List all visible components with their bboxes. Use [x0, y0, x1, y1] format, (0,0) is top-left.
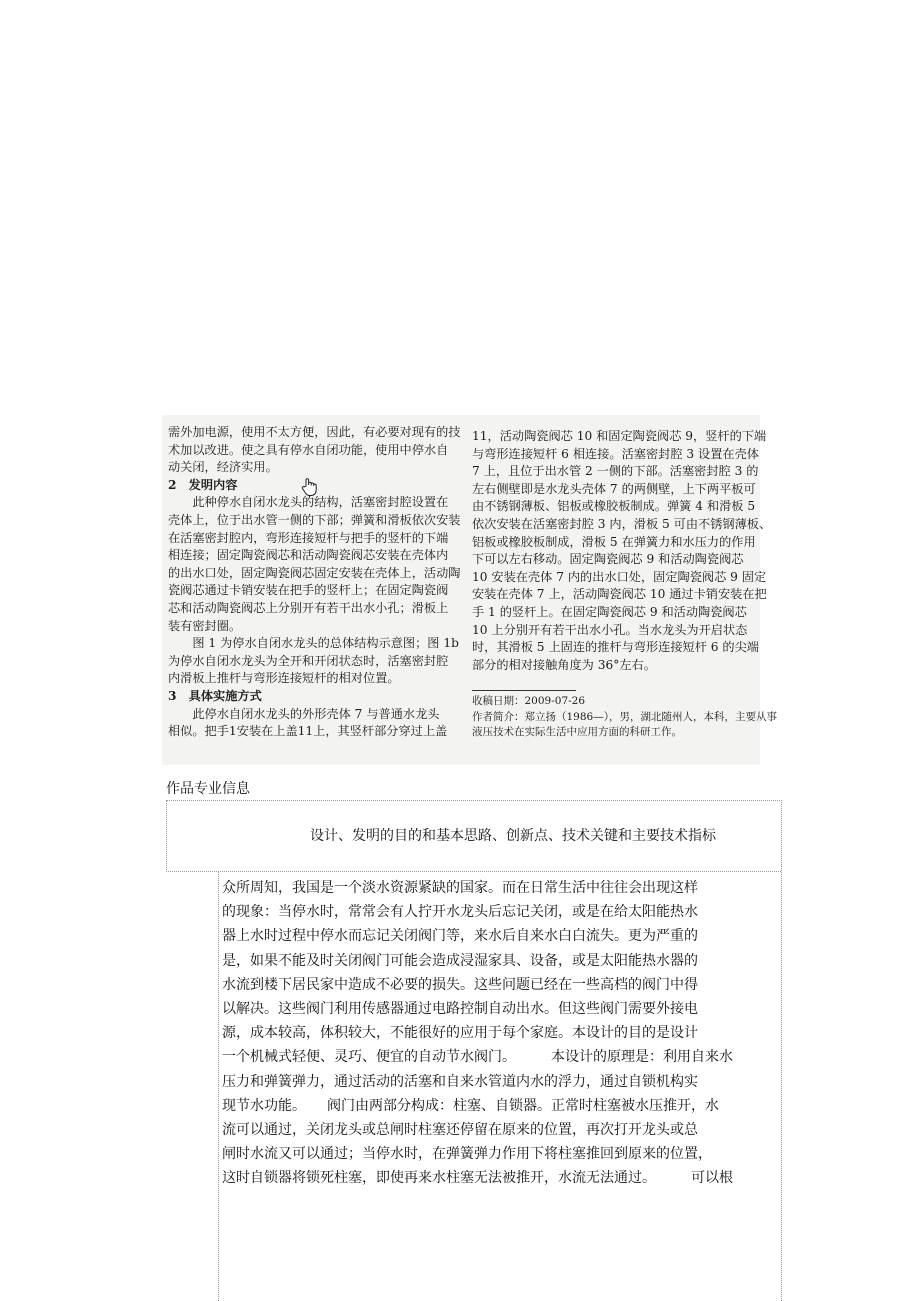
- scan-line: 壳体上，位于出水管一侧的下部；弹簧和滑板依次安装: [168, 512, 461, 527]
- scan-line: 手 1 的竖杆上。在固定陶瓷阀芯 9 和活动陶瓷阀芯: [472, 604, 747, 619]
- text-line: 的现象：当停水时，常常会有人拧开水龙头后忘记关闭，或是在给太阳能热水: [222, 904, 698, 921]
- text-line: 这时自锁器将锁死柱塞，即使再来水柱塞无法被推开，水流无法通过。 可以根: [222, 1170, 733, 1187]
- scan-line: 依次安装在活塞密封腔 3 内，滑板 5 可由不锈钢薄板、: [472, 516, 772, 531]
- hand-pointer-icon: [300, 477, 318, 497]
- scan-line: 左右侧壁即是水龙头壳体 7 的两侧壁，上下两平板可: [472, 481, 756, 496]
- scan-line: 11，活动陶瓷阀芯 10 和固定陶瓷阀芯 9，竖杆的下端: [472, 429, 767, 443]
- footnote-author: 液压技术在实际生活中应用方面的科研工作。: [472, 726, 682, 739]
- text-line: 源，成本较高，体积较大，不能很好的应用于每个家庭。本设计的目的是设计: [222, 1025, 698, 1042]
- scan-line: 7 上，且位于出水管 2 一侧的下部。活塞密封腔 3 的: [472, 464, 759, 479]
- text-line: 器上水时过程中停水而忘记关闭阀门等，来水后自来水白白流失。更为严重的: [222, 928, 698, 945]
- scan-line: 内滑板上推杆与弯形连接短杆的相对位置。: [168, 671, 400, 686]
- scan-line: 由不锈钢薄板、铝板或橡胶板制成。弹簧 4 和滑板 5: [472, 499, 756, 514]
- scan-line: 相连接；固定陶瓷阀芯和活动陶瓷阀芯安装在壳体内: [168, 548, 449, 563]
- scan-line: 时，其滑板 5 上固连的推杆与弯形连接短杆 6 的尖端: [472, 640, 759, 655]
- scan-line: 瓷阀芯通过卡销安装在把手的竖杆上；在固定陶瓷阀: [168, 583, 449, 598]
- scan-line: 的出水口处，固定陶瓷阀芯固定安装在壳体上，活动陶: [168, 565, 461, 580]
- scan-line: 需外加电源，使用不太方便，因此，有必要对现有的技: [168, 425, 461, 439]
- text-line: 压力和弹簧弹力，通过活动的活塞和自来水管道内水的浮力，通过自锁机构实: [222, 1073, 698, 1090]
- text-line: 流可以通过，关闭龙头或总闸时柱塞还停留在原来的位置，再次打开龙头或总: [222, 1122, 698, 1139]
- text-line: 众所周知，我国是一个淡水资源紧缺的国家。而在日常生活中往往会出现这样: [222, 880, 698, 896]
- scan-line: 相似。把手1安装在上盖11上，其竖杆部分穿过上盖: [168, 724, 448, 739]
- description-text: [222, 876, 778, 1191]
- scan-line: 与弯形连接短杆 6 相连接。活塞密封腔 3 设置在壳体: [472, 446, 759, 461]
- footnote-date: 收稿日期：2009-07-26: [472, 695, 586, 708]
- scan-line: 铝板或橡胶板制成，滑板 5 在弹簧力和水压力的作用: [472, 534, 756, 549]
- text-line: 以解决。这些阀门利用传感器通过电路控制自动出水。但这些阀门需要外接电: [222, 1001, 698, 1018]
- scan-line: 图 1 为停水自闭水龙头的总体结构示意图；图 1b: [168, 636, 459, 651]
- scan-line: 10 上分别开有若干出水小孔。当水龙头为开启状态: [472, 622, 748, 637]
- scan-line: 此停水自闭水龙头的外形壳体 7 与普通水龙头: [168, 706, 440, 721]
- scan-line: 在活塞密封腔内，弯形连接短杆与把手的竖杆的下端: [168, 530, 449, 545]
- scan-line: 安装在壳体 7 上，活动陶瓷阀芯 10 通过卡销安装在把: [472, 587, 767, 602]
- scan-line: 装有密封圈。: [168, 618, 242, 633]
- scan-left-column: [168, 424, 461, 741]
- scan-right-column: [472, 428, 777, 741]
- text-line: 现节水功能。 阀门由两部分构成：柱塞、自锁器。正常时柱塞被水压推开，水: [222, 1097, 719, 1114]
- scan-line: 术加以改进。使之具有停水自闭功能，使用中停水自: [168, 442, 449, 457]
- scan-line: 为停水自闭水龙头为全开和开闭状态时，活塞密封腔: [168, 653, 449, 668]
- scan-line: 10 安装在壳体 7 内的出水口处，固定陶瓷阀芯 9 固定: [472, 569, 767, 584]
- footnote-divider: [472, 690, 576, 691]
- scan-section-heading: 2 发明内容: [168, 477, 238, 492]
- scan-line: 下可以左右移动。固定陶瓷阀芯 9 和活动陶瓷阀芯: [472, 552, 744, 567]
- section-label: 作品专业信息: [166, 781, 250, 797]
- table-subheading: 设计、发明的目的和基本思路、创新点、技术关键和主要技术指标: [310, 828, 716, 844]
- text-line: 闸时水流又可以通过；当停水时，在弹簧弹力作用下将柱塞推回到原来的位置，: [222, 1146, 712, 1163]
- text-line: 水流到楼下居民家中造成不必要的损失。这些问题已经在一些高档的阀门中得: [222, 976, 698, 993]
- scan-line: 芯和活动陶瓷阀芯上分别开有若干出水小孔；滑板上: [168, 600, 449, 615]
- scan-line: 此种停水自闭水龙头的结构，活塞密封腔设置在: [168, 495, 449, 510]
- scan-section-heading: 3 具体实施方式: [168, 688, 262, 703]
- scan-line: 部分的相对接触角度为 36°左右。: [472, 657, 656, 672]
- text-line: 一个机械式轻便、灵巧、便宜的自动节水阀门。 本设计的原理是：利用自来水: [222, 1049, 733, 1066]
- scan-line: 动关闭，经济实用。: [168, 460, 278, 475]
- text-line: 是，如果不能及时关闭阀门可能会造成浸湿家具、设备，或是太阳能热水器的: [222, 952, 698, 969]
- footnote-author: 作者简介：郑立扬（1986—），男，湖北随州人，本科，主要从事: [472, 710, 777, 723]
